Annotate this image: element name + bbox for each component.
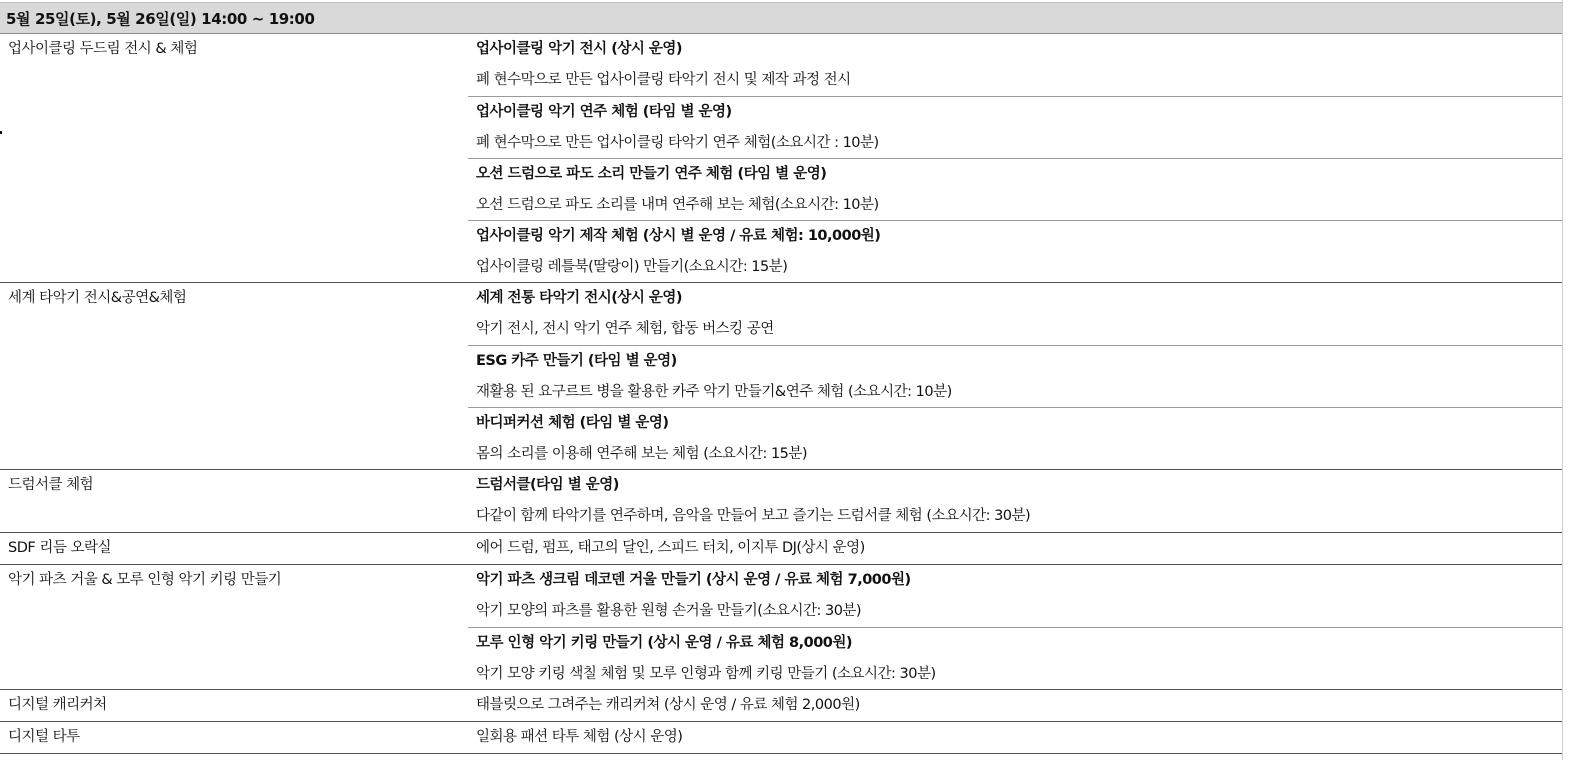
program-item-title: 세계 전통 타악기 전시(상시 운영) [476,290,683,306]
program-item-desc: 악기 전시, 전시 악기 연주 체험, 합동 버스킹 공연 [476,321,774,337]
program-item-title: 드럼서클(타임 별 운영) [476,477,619,493]
program-item-desc: 재활용 된 요구르트 병을 활용한 카주 악기 만들기&연주 체험 (소요시간: 10분) [476,384,952,400]
program-schedule-table [0,2,1562,754]
program-group-digital-caricature [0,690,1562,722]
program-item-desc: 몸의 소리를 이용해 연주해 보는 체험 (소요시간: 15분) [476,446,808,462]
program-item-desc: 에어 드럼, 펌프, 태고의 달인, 스피드 터치, 이지투 DJ(상시 운영) [476,540,865,556]
program-item [468,34,1562,96]
program-group-upcycling [0,34,1562,283]
program-item-title: 바디퍼커션 체험 (타임 별 운영) [476,415,669,431]
schedule-header [0,2,1562,34]
program-category: 업사이클링 두드림 전시 & 체험 [8,41,198,57]
program-item-desc: 업사이클링 레틀북(딸랑이) 만들기(소요시간: 15분) [476,259,788,275]
program-category: 디지털 타투 [8,729,80,745]
program-item [468,158,1562,220]
program-item-title: 오션 드럼으로 파도 소리 만들기 연주 체험 (타임 별 운영) [476,166,827,182]
schedule-date-time: 5월 25일(토), 5월 26일(일) 14:00 ~ 19:00 [6,9,315,28]
program-group-rhythm-arcade [0,533,1562,565]
program-group-world-percussion [0,283,1562,470]
program-items [468,722,1562,753]
program-item-title: 악기 파츠 생크림 데코덴 거울 만들기 (상시 운영 / 유료 체험 7,000원) [476,572,911,588]
program-category: 디지털 캐리커처 [8,697,107,713]
program-item-desc: 다같이 함께 타악기를 연주하며, 음악을 만들어 보고 즐기는 드럼서클 체험 (소요시간: 30분) [476,508,1031,524]
program-items [468,690,1562,721]
program-item [468,283,1562,345]
program-category: 악기 파츠 거울 & 모루 인형 악기 키링 만들기 [8,572,282,588]
program-items [468,34,1562,282]
program-items [468,565,1562,689]
program-items [468,283,1562,469]
program-item-title: 업사이클링 악기 연주 체험 (타임 별 운영) [476,104,732,120]
program-item-desc: 오션 드럼으로 파도 소리를 내며 연주해 보는 체험(소요시간: 10분) [476,197,879,213]
program-group-drum-circle [0,470,1562,533]
program-category: 드럼서클 체험 [8,477,94,493]
program-item [468,627,1562,689]
program-item-desc: 악기 모양의 파츠를 활용한 원형 손거울 만들기(소요시간: 30분) [476,603,862,619]
program-category: SDF 리듬 오락실 [8,540,111,556]
program-item-desc: 폐 현수막으로 만든 업사이클링 타악기 전시 및 제작 과정 전시 [476,72,851,88]
program-items [468,470,1562,532]
program-item [468,565,1562,627]
program-group-digital-tattoo [0,722,1562,754]
program-category: 세계 타악기 전시&공연&체험 [8,290,187,306]
program-item-desc: 폐 현수막으로 만든 업사이클링 타악기 연주 체험(소요시간 : 10분) [476,135,879,151]
program-item-desc: 일회용 패션 타투 체험 (상시 운영) [476,729,683,745]
program-item [468,96,1562,158]
program-item-title: 모루 인형 악기 키링 만들기 (상시 운영 / 유료 체험 8,000원) [476,635,853,651]
program-item [468,407,1562,469]
program-item [468,470,1562,532]
program-item-title: 업사이클링 악기 제작 체험 (상시 별 운영 / 유료 체험: 10,000원) [476,228,881,244]
program-item-title: 업사이클링 악기 전시 (상시 운영) [476,41,683,57]
program-items [468,533,1562,564]
program-item [468,345,1562,407]
program-item [468,220,1562,282]
program-item-title: ESG 카주 만들기 (타임 별 운영) [476,353,677,369]
program-item-desc: 태블릿으로 그려주는 캐리커쳐 (상시 운영 / 유료 체험 2,000원) [476,697,860,713]
program-group-mirror-keyring [0,565,1562,690]
program-item-desc: 악기 모양 키링 색칠 체험 및 모루 인형과 함께 키링 만들기 (소요시간: 30분) [476,666,936,682]
